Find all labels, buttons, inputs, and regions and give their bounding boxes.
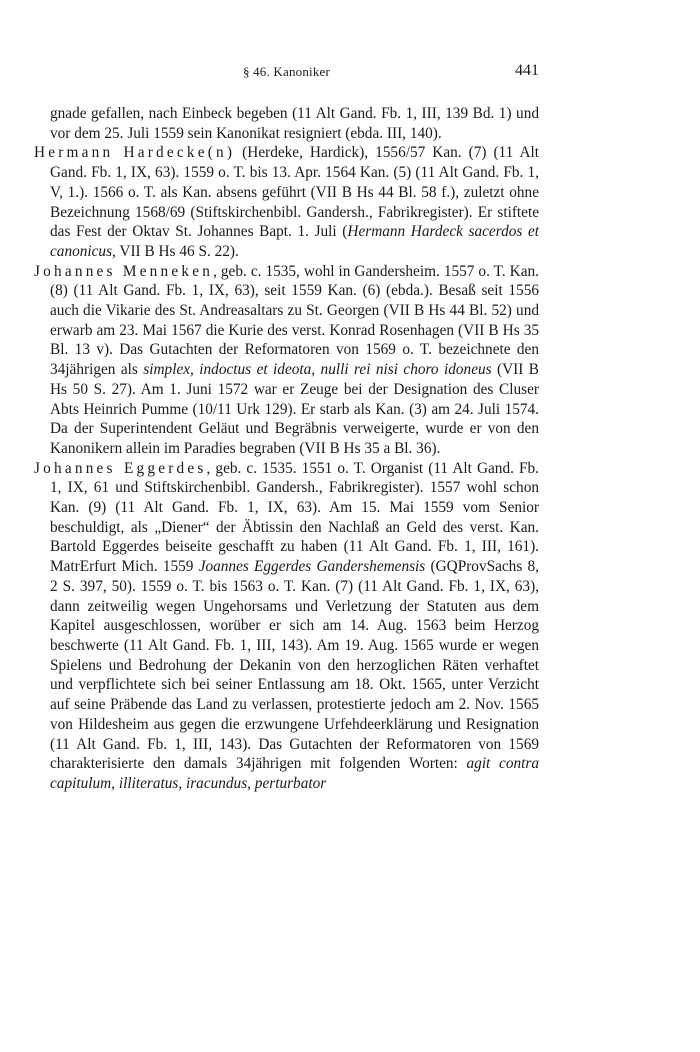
entry-continuation — [34, 104, 539, 143]
entry-johannes-menneken — [34, 262, 539, 459]
text-run: , geb. c. 1535. 1551 o. T. Organist (11 Alt Gand. Fb. 1, IX, 61 und Stiftskirchenbibl. Gandersh., Fabrikregister). 1557 wohl schon Kan. (9) (11 Alt Gand. Fb. 1, IX, 63). Am 15. Mai 1559 vom Senior beschuldigt, als „Diener“ der Äbtissin den Nachlaß an Geld des verst. Kan. Bartold Eggerdes beiseite geschafft zu haben (11 Alt Gand. Fb. 1, III, 161). MatrErfurt Mich. 1559 — [50, 459, 540, 576]
text-run: (GQProvSachs 8, 2 S. 397, 50). 1559 o. T. bis 1563 o. T. Kan. (7) (11 Alt Gand. Fb. 1, IX, 63), dann zeitweilig wegen Ungehorsams und Verletzung der Statuten aus dem Kapitel ausgeschlossen, worüber er sich am 14. Aug. 1563 beim Herzog beschwerte (11 Alt Gand. Fb. 1, III, 143). Am 19. Aug. 1565 wurde er wegen Spielens und Bedrohung der Dekanin von den herzoglichen Räten verhaftet und verpflichtete sich bei seiner Entlassung am 18. Okt. 1565, unter Verzicht auf seine Präbende das Land zu verlassen, protestierte jedoch am 2. Nov. 1565 von Hildesheim aus gegen die erzwungene Urfehdeerklärung und Resignation (11 Alt Gand. Fb. 1, III, 143). Das Gutachten der Reformatoren von 1569 charakterisierte den damals 34jährigen mit folgenden Worten: — [50, 558, 539, 773]
running-title: § 46. Kanoniker — [242, 64, 331, 79]
latin-quote: simplex, indoctus et ideota, nulli rei nisi choro idoneus — [143, 361, 492, 379]
text-run: gnade gefallen, nach Einbeck begeben (11 Alt Gand. Fb. 1, III, 139 Bd. 1) und vor dem 25. Juli 1559 sein Kanonikat resigniert (ebda. III, 140). — [50, 105, 539, 142]
latin-quote: Hermann Hardeck sacerdos et canonicus, — [50, 223, 539, 260]
text-run: VII B Hs 46 S. 22). — [115, 242, 239, 260]
entry-name: Johannes Menneken — [34, 262, 214, 280]
entry-name: Hermann Hardecke(n) — [34, 144, 236, 162]
text-run: (Herdeke, Hardick), 1556/57 Kan. (7) (11 Alt Gand. Fb. 1, IX, 63). 1559 o. T. bis 13. Apr. 1564 Kan. (5) (11 Alt Gand. Fb. 1, V, 1.). 1566 o. T. als Kan. absens geführt (VII B Hs 44 Bl. 58 f.), zuletzt ohne Bezeichnung 1568/69 (Stiftskirchenbibl. Gandersh., Fabrikregister). Er stiftete das Fest der Oktav St. Johannes Bapt. 1. Juli ( — [50, 144, 539, 241]
page-number: 441 — [515, 62, 539, 79]
text-run: , geb. c. 1535, wohl in Gandersheim. 1557 o. T. Kan. (8) (11 Alt Gand. Fb. 1, IX, 63), seit 1559 Kan. (6) (ebda.). Besaß seit 1556 auch die Vikarie des St. Andreasaltars zu St. Georgen (VII B Hs 44 Bl. 52) und erwarb am 23. Mai 1567 die Kurie des verst. Konrad Rosenhagen (VII B Hs 35 Bl. 13 v). Das Gutachten der Reformatoren von 1569 o. T. bezeichnete den 34jährigen als — [50, 262, 539, 379]
body-text — [34, 104, 539, 794]
latin-quote: Joannes Eggerdes Gandershemensis — [198, 558, 426, 576]
text-run: (VII B Hs 50 S. 27). Am 1. Juni 1572 war er Zeuge bei der Designation des Cluser Abts Heinrich Pumme (10/11 Urk 129). Er starb als Kan. (3) am 24. Juli 1574. Da der Superintendent Geläut und Begräbnis verweigerte, wurde er von den Kanonikern allein im Paradies begraben (VII B Hs 35 a Bl. 36). — [50, 361, 540, 457]
entry-hermann-hardecke — [34, 143, 539, 261]
latin-quote: agit contra capitulum, illiteratus, iracundus, perturbator — [50, 755, 539, 792]
entry-johannes-eggerdes — [34, 459, 539, 794]
entry-name: Johannes Eggerdes — [34, 459, 207, 477]
